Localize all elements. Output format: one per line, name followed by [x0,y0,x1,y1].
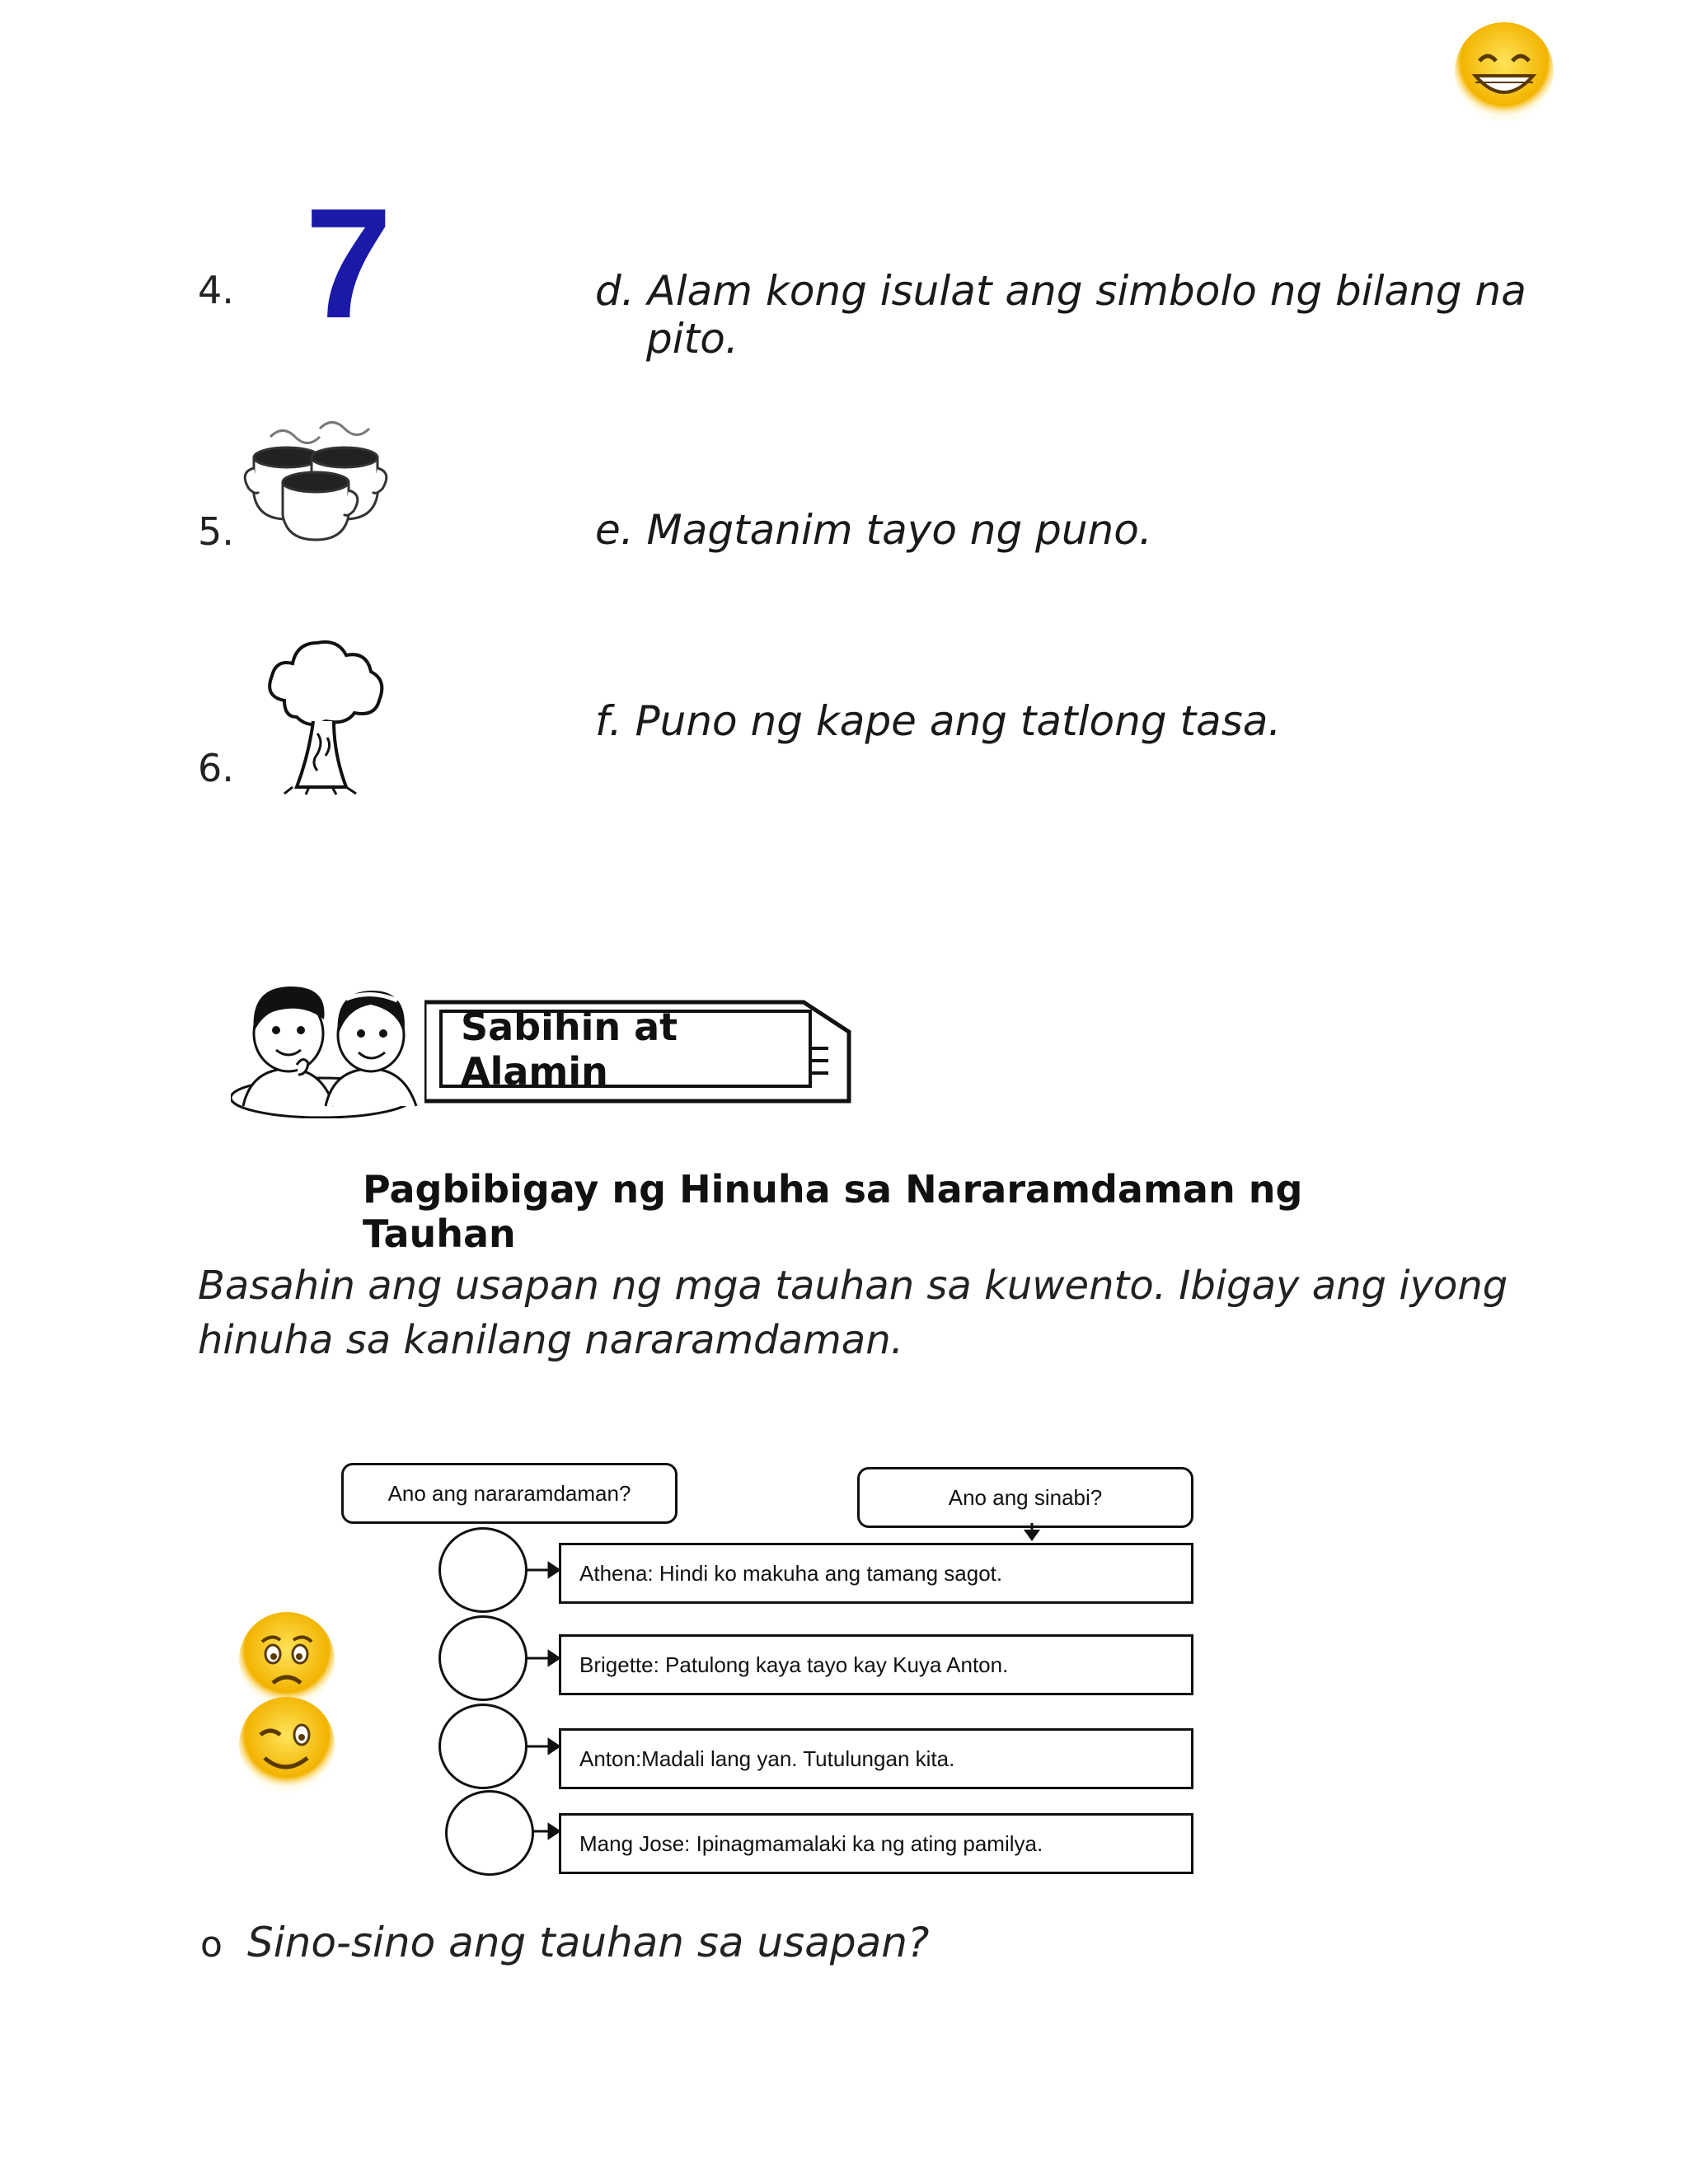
choice-d-line2: pito. [646,315,738,363]
feeling-answer-circle-2[interactable] [438,1615,528,1701]
bullet-marker: o [200,1924,223,1966]
section-banner-label: Sabihin at Alamin [461,1004,678,1094]
feeling-answer-circle-1[interactable] [438,1527,528,1613]
feeling-answer-circle-3[interactable] [438,1704,528,1789]
instruction [198,1258,1507,1367]
tree-icon [260,635,392,795]
feeling-answer-circle-4[interactable] [445,1790,534,1876]
dialogue-line-3: Anton:Madali lang yan. Tutulungan kita. [559,1728,1193,1789]
instruction-line1: Basahin ang usapan ng mga tauhan sa kuwento. Ibigay ang iyong [198,1263,1508,1309]
section-banner [439,1004,812,1094]
number-seven-image: 7 [305,176,392,351]
item-number-6: 6. [198,746,234,790]
three-coffee-cups-icon [237,412,394,544]
choice-d-line1: d. Alam kong isulat ang simbolo ng bilang na [595,267,1526,315]
instruction-line2: hinuha sa kanilang nararamdaman. [198,1317,903,1363]
choice-f: f. Puno ng kape ang tatlong tasa. [595,697,1282,745]
dialogue-line-1: Athena: Hindi ko makuha ang tamang sagot. [559,1543,1193,1604]
said-question-box: Ano ang sinabi? [857,1467,1193,1528]
item-number-5: 5. [198,509,234,554]
item-number-4: 4. [198,268,234,312]
page-title: Pagbibigay ng Hinuha sa Nararamdaman ng Tauhan [363,1167,1303,1256]
choice-e: e. Magtanim tayo ng puno. [595,506,1152,554]
question-text: Sino-sino ang tauhan sa usapan? [247,1919,930,1966]
feeling-question-box: Ano ang nararamdaman? [341,1463,678,1524]
dialogue-line-2: Brigette: Patulong kaya tayo kay Kuya Anton. [559,1634,1193,1695]
dialogue-line-4: Mang Jose: Ipinagmamalaki ka ng ating pamilya. [559,1813,1193,1874]
winking-emoji-icon [236,1694,339,1797]
choice-d [595,267,1526,363]
two-children-icon [231,974,445,1118]
grinning-emoji-icon [1451,18,1558,125]
